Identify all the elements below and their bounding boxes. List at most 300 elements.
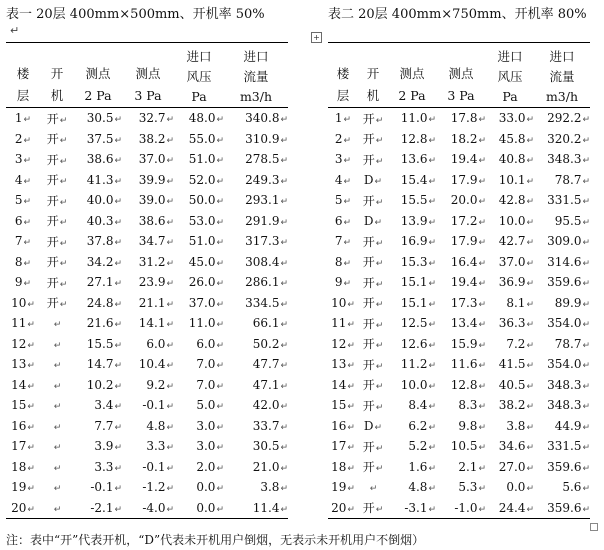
paragraph-mark-icon: ↵ xyxy=(166,197,174,208)
paragraph-mark-icon: ↵ xyxy=(374,217,383,228)
paragraph-mark-icon: ↵ xyxy=(27,361,35,372)
paragraph-mark-icon: ↵ xyxy=(526,361,534,372)
paragraph-mark-icon: ↵ xyxy=(478,115,486,126)
cell-on: 开↵ xyxy=(46,132,68,147)
cell-p2: 13.9↵ xyxy=(400,213,436,228)
paragraph-mark-icon: ↵ xyxy=(27,504,35,515)
cell-inlet-pressure: 11.0↵ xyxy=(188,316,224,331)
paragraph-mark-icon: ↵ xyxy=(114,484,122,495)
paragraph-mark-icon: ↵ xyxy=(582,299,590,310)
paragraph-mark-icon: ↵ xyxy=(347,504,355,515)
cell-p2: 34.2↵ xyxy=(86,254,122,269)
footnote: 注：表中“开”代表开机，“D”代表未开机用户倒烟，无表示未开机用户不倒烟） xyxy=(6,533,425,547)
paragraph-mark-icon: ↵ xyxy=(114,238,122,249)
paragraph-mark-icon: ↵ xyxy=(428,279,436,290)
paragraph-mark-icon: ↵ xyxy=(375,341,384,352)
cell-floor: 4↵ xyxy=(334,172,352,187)
paragraph-mark-icon: ↵ xyxy=(280,238,288,249)
paragraph-mark-icon: ↵ xyxy=(27,484,35,495)
cell-p2: 16.9↵ xyxy=(400,234,436,249)
cell-inlet-pressure: 38.2↵ xyxy=(498,398,534,413)
paragraph-mark-icon: ↵ xyxy=(526,156,534,167)
cell-p3: 39.9↵ xyxy=(138,172,174,187)
cell-on: 开↵ xyxy=(46,296,68,311)
cell-floor: 2↵ xyxy=(334,131,352,146)
paragraph-mark-icon: ↵ xyxy=(114,156,122,167)
paragraph-mark-icon: ↵ xyxy=(280,463,288,474)
table-row xyxy=(6,436,288,457)
table-row xyxy=(328,211,590,232)
paragraph-mark-icon: ↵ xyxy=(375,402,384,413)
paragraph-mark-icon: ↵ xyxy=(114,361,122,372)
paragraph-mark-icon: ↵ xyxy=(582,176,590,187)
paragraph-mark-icon: ↵ xyxy=(582,340,590,351)
table-row xyxy=(328,129,590,150)
paragraph-mark-icon: ↵ xyxy=(428,484,436,495)
table-row xyxy=(328,272,590,293)
paragraph-mark-icon: ↵ xyxy=(478,135,486,146)
paragraph-mark-icon: ↵ xyxy=(478,340,486,351)
cell-inlet-pressure: 2.0↵ xyxy=(196,459,224,474)
paragraph-mark-icon: ↵ xyxy=(59,136,68,147)
table2-body xyxy=(328,108,590,519)
cell-floor: 20↵ xyxy=(328,498,358,519)
cell-p2: 14.7↵ xyxy=(86,357,122,372)
cell-on: 开↵ xyxy=(362,460,384,475)
paragraph-mark-icon: ↵ xyxy=(526,340,534,351)
paragraph-mark-icon: ↵ xyxy=(526,258,534,269)
cell-inlet-flow: 293.1↵ xyxy=(245,193,288,208)
paragraph-mark-icon: ↵ xyxy=(375,259,384,270)
table-row xyxy=(6,211,288,232)
cell-p3: 38.2↵ xyxy=(138,131,174,146)
cell-inlet-flow: 359.6↵ xyxy=(547,459,590,474)
cell-floor: 4↵ xyxy=(14,172,32,187)
cell-inlet-flow: 3.8↵ xyxy=(260,480,288,495)
paragraph-mark-icon: ↵ xyxy=(216,504,224,515)
cell-on: 开↵ xyxy=(46,255,68,270)
paragraph-mark-icon: ↵ xyxy=(280,279,288,290)
table-row xyxy=(328,252,590,273)
paragraph-mark-icon: ↵ xyxy=(216,361,224,372)
cell-floor: 8↵ xyxy=(14,254,32,269)
paragraph-mark-icon: ↵ xyxy=(526,238,534,249)
cell-p3: 37.0↵ xyxy=(138,152,174,167)
cell-p2: 3.9↵ xyxy=(94,439,122,454)
table-row xyxy=(328,108,590,129)
paragraph-mark-icon: ↵ xyxy=(27,463,35,474)
cell-on: D↵ xyxy=(363,213,383,228)
cell-on: 开↵ xyxy=(362,378,384,393)
cell-floor: 11↵ xyxy=(11,316,35,331)
paragraph-mark-icon: ↵ xyxy=(166,381,174,392)
paragraph-mark-icon: ↵ xyxy=(428,135,436,146)
cell-floor: 15↵ xyxy=(11,398,35,413)
cell-floor: 18↵ xyxy=(331,459,355,474)
paragraph-mark-icon: ↵ xyxy=(478,279,486,290)
cell-inlet-flow: 331.5↵ xyxy=(547,193,590,208)
table-row xyxy=(328,293,590,314)
cell-floor: 19↵ xyxy=(331,480,355,495)
paragraph-mark-icon: ↵ xyxy=(216,176,224,187)
cell-inlet-pressure: 10.0↵ xyxy=(498,213,534,228)
paragraph-mark-icon: ↵ xyxy=(166,361,174,372)
paragraph-mark-icon: ↵ xyxy=(114,115,122,126)
paragraph-mark-icon: ↵ xyxy=(114,279,122,290)
paragraph-mark-icon: ↵ xyxy=(280,422,288,433)
paragraph-mark-icon: ↵ xyxy=(347,320,355,331)
paragraph-mark-icon: ↵ xyxy=(375,464,384,475)
cell-p2: 5.2↵ xyxy=(408,439,436,454)
paragraph-mark-icon: ↵ xyxy=(216,238,224,249)
paragraph-mark-icon: ↵ xyxy=(428,238,436,249)
cell-p2: 11.2↵ xyxy=(400,357,436,372)
header-p3: 测点 3 Pa xyxy=(122,43,174,108)
cell-p3: 32.7↵ xyxy=(138,111,174,126)
paragraph-mark-icon: ↵ xyxy=(53,484,62,495)
paragraph-mark-icon: ↵ xyxy=(343,279,352,290)
cell-floor: 13↵ xyxy=(331,357,355,372)
paragraph-mark-icon: ↵ xyxy=(216,135,224,146)
cell-on: 开↵ xyxy=(362,296,384,311)
cell-on xyxy=(40,457,74,478)
paragraph-mark-icon: ↵ xyxy=(23,258,32,269)
cell-floor: 16↵ xyxy=(11,418,35,433)
cell-on xyxy=(40,477,74,498)
paragraph-mark-icon: ↵ xyxy=(582,156,590,167)
cell-on: D↵ xyxy=(363,172,383,187)
cell-floor: 7↵ xyxy=(334,234,352,249)
cell-p3: 15.9↵ xyxy=(450,336,486,351)
cell-floor: 14↵ xyxy=(331,377,355,392)
cell-inlet-pressure: 27.0↵ xyxy=(498,459,534,474)
paragraph-mark-icon: ↵ xyxy=(375,300,384,311)
table1 xyxy=(6,42,288,519)
paragraph-mark-icon: ↵ xyxy=(27,402,35,413)
paragraph-mark-icon: ↵ xyxy=(526,197,534,208)
paragraph-mark-icon: ↵ xyxy=(23,238,32,249)
paragraph-mark-icon: ↵ xyxy=(526,422,534,433)
table-row xyxy=(328,354,590,375)
cell-floor: 7↵ xyxy=(14,234,32,249)
paragraph-mark-icon: ↵ xyxy=(53,504,62,515)
paragraph-mark-icon: ↵ xyxy=(216,402,224,413)
paragraph-mark-icon: ↵ xyxy=(428,320,436,331)
cell-floor: 1↵ xyxy=(334,111,352,126)
paragraph-mark-icon: ↵ xyxy=(526,176,534,187)
cell-p2: 12.5↵ xyxy=(400,316,436,331)
cell-p3: 11.6↵ xyxy=(450,357,486,372)
cell-p2: 30.5↵ xyxy=(86,111,122,126)
paragraph-mark-icon: ↵ xyxy=(280,115,288,126)
cell-inlet-pressure: 7.2↵ xyxy=(506,336,534,351)
cell-floor: 6↵ xyxy=(334,213,352,228)
cell-inlet-flow: 291.9↵ xyxy=(245,213,288,228)
paragraph-mark-icon: ↵ xyxy=(343,176,352,187)
paragraph-mark-icon: ↵ xyxy=(347,422,355,433)
paragraph-mark-icon: ↵ xyxy=(478,197,486,208)
cell-on: 开↵ xyxy=(46,214,68,229)
cell-inlet-pressure: 37.0↵ xyxy=(188,295,224,310)
table-move-handle-icon[interactable]: + xyxy=(311,32,322,43)
paragraph-mark-icon: ↵ xyxy=(166,422,174,433)
cell-p3: 13.4↵ xyxy=(450,316,486,331)
table-row xyxy=(6,293,288,314)
paragraph-mark-icon: ↵ xyxy=(582,381,590,392)
cell-inlet-pressure: 36.3↵ xyxy=(498,316,534,331)
cell-inlet-pressure: 8.1↵ xyxy=(506,295,534,310)
cell-inlet-pressure: 24.4↵ xyxy=(486,498,534,519)
cell-inlet-pressure: 41.5↵ xyxy=(498,357,534,372)
paragraph-mark-icon: ↵ xyxy=(59,279,68,290)
cell-p2: 4.8↵ xyxy=(408,480,436,495)
paragraph-mark-icon: ↵ xyxy=(526,443,534,454)
cell-on: D↵ xyxy=(363,418,383,433)
cell-p2: 13.6↵ xyxy=(400,152,436,167)
paragraph-mark-icon: ↵ xyxy=(343,217,352,228)
paragraph-mark-icon: ↵ xyxy=(280,504,288,515)
cell-inlet-pressure: 45.8↵ xyxy=(498,131,534,146)
paragraph-mark-icon: ↵ xyxy=(280,156,288,167)
cell-on xyxy=(40,416,74,437)
cell-inlet-flow: 30.5↵ xyxy=(252,439,288,454)
paragraph-mark-icon: ↵ xyxy=(114,217,122,228)
cell-floor: 8↵ xyxy=(334,254,352,269)
table-row xyxy=(328,231,590,252)
cell-on: 开↵ xyxy=(362,111,384,126)
cell-p3: 10.4↵ xyxy=(138,357,174,372)
cell-inlet-pressure: 48.0↵ xyxy=(188,111,224,126)
cell-on xyxy=(40,354,74,375)
cell-on: 开↵ xyxy=(362,337,384,352)
table-row xyxy=(6,108,288,129)
paragraph-mark-icon: ↵ xyxy=(23,279,32,290)
paragraph-mark-icon: ↵ xyxy=(374,422,383,433)
paragraph-mark-icon: ↵ xyxy=(216,381,224,392)
table-row xyxy=(328,375,590,396)
header-on: 开 机 xyxy=(40,43,74,108)
paragraph-mark-icon: ↵ xyxy=(114,299,122,310)
cell-inlet-flow: 278.5↵ xyxy=(245,152,288,167)
paragraph-mark-icon: ↵ xyxy=(280,381,288,392)
cell-inlet-flow: 78.7↵ xyxy=(554,172,590,187)
paragraph-mark-icon: ↵ xyxy=(216,422,224,433)
cell-p3: -0.1↵ xyxy=(142,398,174,413)
paragraph-mark-icon: ↵ xyxy=(428,299,436,310)
table1-body xyxy=(6,108,288,519)
header-inlet-flow: 进口 流量 m3/h xyxy=(224,43,288,108)
paragraph-mark-icon: ↵ xyxy=(428,381,436,392)
cell-on: 开↵ xyxy=(362,316,384,331)
paragraph-mark-icon: ↵ xyxy=(53,320,62,331)
paragraph-mark-icon: ↵ xyxy=(166,156,174,167)
cell-inlet-pressure: 51.0↵ xyxy=(188,152,224,167)
paragraph-mark-icon: ↵ xyxy=(27,422,35,433)
paragraph-mark-icon: ↵ xyxy=(526,484,534,495)
cell-p2: 37.8↵ xyxy=(86,234,122,249)
table-row xyxy=(6,416,288,437)
header-p2: 测点 2 Pa xyxy=(388,43,436,108)
paragraph-mark-icon: ↵ xyxy=(23,156,32,167)
paragraph-mark-icon: ↵ xyxy=(582,402,590,413)
paragraph-mark-icon: ↵ xyxy=(428,361,436,372)
paragraph-mark-icon: ↵ xyxy=(166,443,174,454)
cell-inlet-flow: 78.7↵ xyxy=(554,336,590,351)
paragraph-mark-icon: ↵ xyxy=(526,402,534,413)
cell-inlet-flow: 359.6↵ xyxy=(547,275,590,290)
paragraph-mark-icon: ↵ xyxy=(478,443,486,454)
cell-inlet-flow: 33.7↵ xyxy=(252,418,288,433)
cell-p2: -0.1↵ xyxy=(90,480,122,495)
cell-p2: 41.3↵ xyxy=(86,172,122,187)
cell-p2: -3.1↵ xyxy=(388,498,436,519)
table-resize-handle[interactable] xyxy=(590,523,598,531)
cell-inlet-pressure: 3.8↵ xyxy=(506,418,534,433)
cell-floor: 17↵ xyxy=(11,439,35,454)
paragraph-mark-icon: ↵ xyxy=(216,217,224,228)
cell-inlet-flow: 334.5↵ xyxy=(245,295,288,310)
cell-floor: 14↵ xyxy=(11,377,35,392)
paragraph-mark-icon: ↵ xyxy=(166,320,174,331)
cell-floor: 2↵ xyxy=(14,131,32,146)
paragraph-mark-icon: ↵ xyxy=(216,340,224,351)
paragraph-mark-icon: ↵ xyxy=(166,484,174,495)
paragraph-mark-icon: ↵ xyxy=(216,279,224,290)
paragraph-mark-icon: ↵ xyxy=(347,484,355,495)
paragraph-mark-icon: ↵ xyxy=(216,156,224,167)
paragraph-mark-icon: ↵ xyxy=(280,176,288,187)
cell-inlet-pressure: 33.0↵ xyxy=(498,111,534,126)
cell-p2: 11.0↵ xyxy=(400,111,436,126)
paragraph-mark-icon: ↵ xyxy=(23,217,32,228)
cell-inlet-flow: 310.9↵ xyxy=(245,131,288,146)
cell-p3: 10.5↵ xyxy=(450,439,486,454)
cell-inlet-flow: 354.0↵ xyxy=(547,316,590,331)
cell-p3: 34.7↵ xyxy=(138,234,174,249)
paragraph-mark-icon: ↵ xyxy=(582,135,590,146)
paragraph-mark-icon: ↵ xyxy=(166,115,174,126)
paragraph-mark-icon: ↵ xyxy=(347,361,355,372)
table-row xyxy=(328,170,590,191)
cell-inlet-pressure: 37.0↵ xyxy=(498,254,534,269)
paragraph-mark-icon: ↵ xyxy=(582,238,590,249)
paragraph-mark-icon: ↵ xyxy=(343,258,352,269)
table-row xyxy=(6,457,288,478)
cell-inlet-pressure: 42.7↵ xyxy=(498,234,534,249)
cell-p2: 37.5↵ xyxy=(86,131,122,146)
cell-inlet-flow: 314.6↵ xyxy=(547,254,590,269)
paragraph-mark-icon: ↵ xyxy=(428,402,436,413)
cell-inlet-pressure: 55.0↵ xyxy=(188,131,224,146)
cell-floor: 20↵ xyxy=(6,498,40,519)
cell-floor: 5↵ xyxy=(334,193,352,208)
paragraph-mark-icon: ↵ xyxy=(526,463,534,474)
paragraph-mark-icon: ↵ xyxy=(582,258,590,269)
cell-inlet-flow: 89.9↵ xyxy=(554,295,590,310)
cell-p3: 17.3↵ xyxy=(450,295,486,310)
cell-inlet-flow: 5.6↵ xyxy=(562,480,590,495)
table-row xyxy=(328,313,590,334)
paragraph-mark-icon: ↵ xyxy=(280,258,288,269)
paragraph-mark-icon: ↵ xyxy=(280,443,288,454)
paragraph-mark-icon: ↵ xyxy=(216,443,224,454)
cell-inlet-pressure: 0.0↵ xyxy=(174,498,224,519)
cell-p3: 17.9↵ xyxy=(450,234,486,249)
cell-inlet-pressure: 3.0↵ xyxy=(196,418,224,433)
table-row xyxy=(328,334,590,355)
paragraph-mark-icon: ↵ xyxy=(428,258,436,269)
cell-inlet-pressure: 5.0↵ xyxy=(196,398,224,413)
header-p2: 测点 2 Pa xyxy=(74,43,122,108)
cell-p2: 15.1↵ xyxy=(400,295,436,310)
cell-floor: 6↵ xyxy=(14,213,32,228)
cell-inlet-pressure: 53.0↵ xyxy=(188,213,224,228)
cell-inlet-flow: 331.5↵ xyxy=(547,439,590,454)
cell-floor: 12↵ xyxy=(11,336,35,351)
table-row xyxy=(6,334,288,355)
cell-p2: -2.1↵ xyxy=(74,498,122,519)
cell-on: 开↵ xyxy=(362,234,384,249)
paragraph-mark-icon: ↵ xyxy=(216,197,224,208)
table-row xyxy=(6,170,288,191)
paragraph-mark-icon: ↵ xyxy=(114,197,122,208)
cell-on: 开↵ xyxy=(362,357,384,372)
paragraph-mark-icon: ↵ xyxy=(582,422,590,433)
cell-on: 开↵ xyxy=(362,193,384,208)
cell-floor: 1↵ xyxy=(14,111,32,126)
cell-on: 开↵ xyxy=(46,111,68,126)
paragraph-mark-icon: ↵ xyxy=(478,299,486,310)
cell-inlet-pressure: 3.0↵ xyxy=(196,439,224,454)
cell-inlet-pressure: 34.6↵ xyxy=(498,439,534,454)
paragraph-mark-icon: ↵ xyxy=(216,463,224,474)
cell-inlet-flow: 286.1↵ xyxy=(245,275,288,290)
cell-inlet-pressure: 6.0↵ xyxy=(196,336,224,351)
cell-on: 开↵ xyxy=(362,132,384,147)
table2 xyxy=(328,42,590,519)
paragraph-mark-icon: ↵ xyxy=(59,197,68,208)
cell-p3: 17.8↵ xyxy=(450,111,486,126)
paragraph-mark-icon: ↵ xyxy=(526,381,534,392)
cell-on xyxy=(40,313,74,334)
cell-on: 开↵ xyxy=(46,152,68,167)
cell-inlet-pressure: 0.0↵ xyxy=(196,480,224,495)
paragraph-mark-icon: ↵ xyxy=(582,361,590,372)
paragraph-mark-icon: ↵ xyxy=(166,279,174,290)
cell-on xyxy=(40,498,74,519)
cell-p3: 19.4↵ xyxy=(450,275,486,290)
cell-on xyxy=(358,477,388,498)
cell-floor: 9↵ xyxy=(14,275,32,290)
cell-p3: 2.1↵ xyxy=(458,459,486,474)
table-row xyxy=(328,149,590,170)
paragraph-mark-icon: ↵ xyxy=(166,217,174,228)
cell-inlet-flow: 50.2↵ xyxy=(252,336,288,351)
cell-inlet-pressure: 26.0↵ xyxy=(188,275,224,290)
paragraph-mark-icon: ↵ xyxy=(582,443,590,454)
cell-inlet-flow: 292.2↵ xyxy=(547,111,590,126)
paragraph-mark-icon: ↵ xyxy=(10,24,20,37)
paragraph-mark-icon: ↵ xyxy=(582,484,590,495)
cell-p3: 38.6↵ xyxy=(138,213,174,228)
paragraph-mark-icon: ↵ xyxy=(59,156,68,167)
paragraph-mark-icon: ↵ xyxy=(375,443,384,454)
cell-on: 开↵ xyxy=(362,439,384,454)
cell-p3: 18.2↵ xyxy=(450,131,486,146)
cell-inlet-pressure: 51.0↵ xyxy=(188,234,224,249)
paragraph-mark-icon: ↵ xyxy=(27,320,35,331)
paragraph-mark-icon: ↵ xyxy=(280,484,288,495)
